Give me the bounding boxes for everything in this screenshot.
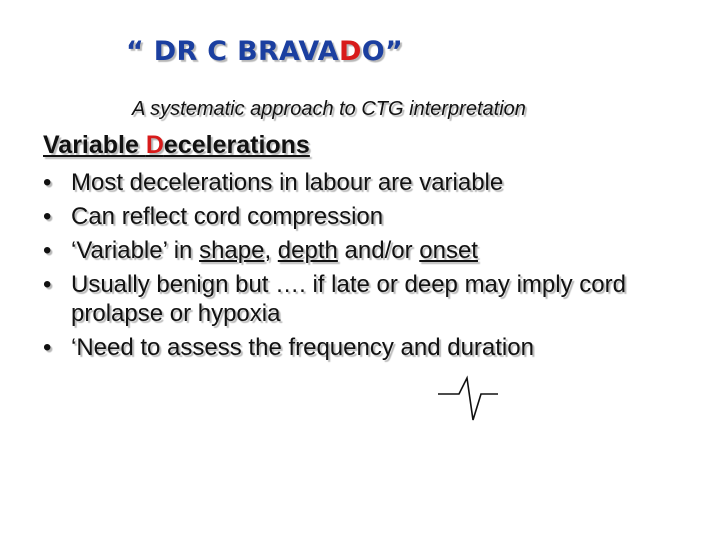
- bullet-item: [43, 202, 703, 231]
- bullet-item: [43, 236, 703, 265]
- slide-subtitle: A systematic approach to CTG interpretation: [132, 98, 526, 120]
- underlined-word-shape: shape: [199, 237, 265, 264]
- title-open-quote: “: [126, 36, 145, 67]
- bullet-dot: •: [43, 271, 52, 298]
- bullet-dot: •: [43, 334, 52, 361]
- bullet-text: Usually benign but …. if late or deep may imply cord prolapse or hypoxia: [71, 271, 626, 327]
- bullet-text: ‘Need to assess the frequency and duration: [71, 334, 534, 361]
- section-heading: [43, 131, 310, 160]
- bullet-item: [43, 270, 703, 328]
- title-text-part1: DR C BRAVA: [153, 36, 339, 67]
- heading-part2: ecelerations: [163, 131, 310, 159]
- underlined-word-depth: depth: [277, 237, 338, 264]
- title-highlight-letter: D: [338, 36, 362, 67]
- underlined-word-onset: onset: [419, 237, 478, 264]
- bullet-dot: •: [43, 169, 52, 196]
- bullet-text: Most decelerations in labour are variable: [71, 169, 504, 196]
- heading-highlight-letter: D: [145, 131, 164, 159]
- bullet-text: Can reflect cord compression: [71, 203, 384, 230]
- bullet-text-separator: ,: [264, 237, 278, 264]
- bullet-item: [43, 333, 703, 362]
- bullet-dot: •: [43, 237, 52, 264]
- ctg-trace-icon: [436, 374, 500, 424]
- bullet-text-separator: and/or: [337, 237, 420, 264]
- bullet-list: [43, 168, 703, 367]
- heading-part1: Variable: [43, 131, 146, 159]
- title-text-part2: O”: [361, 36, 403, 67]
- bullet-text-prefix: ‘Variable’ in: [71, 237, 200, 264]
- bullet-dot: •: [43, 203, 52, 230]
- slide-title: [126, 36, 403, 67]
- bullet-item: [43, 168, 703, 197]
